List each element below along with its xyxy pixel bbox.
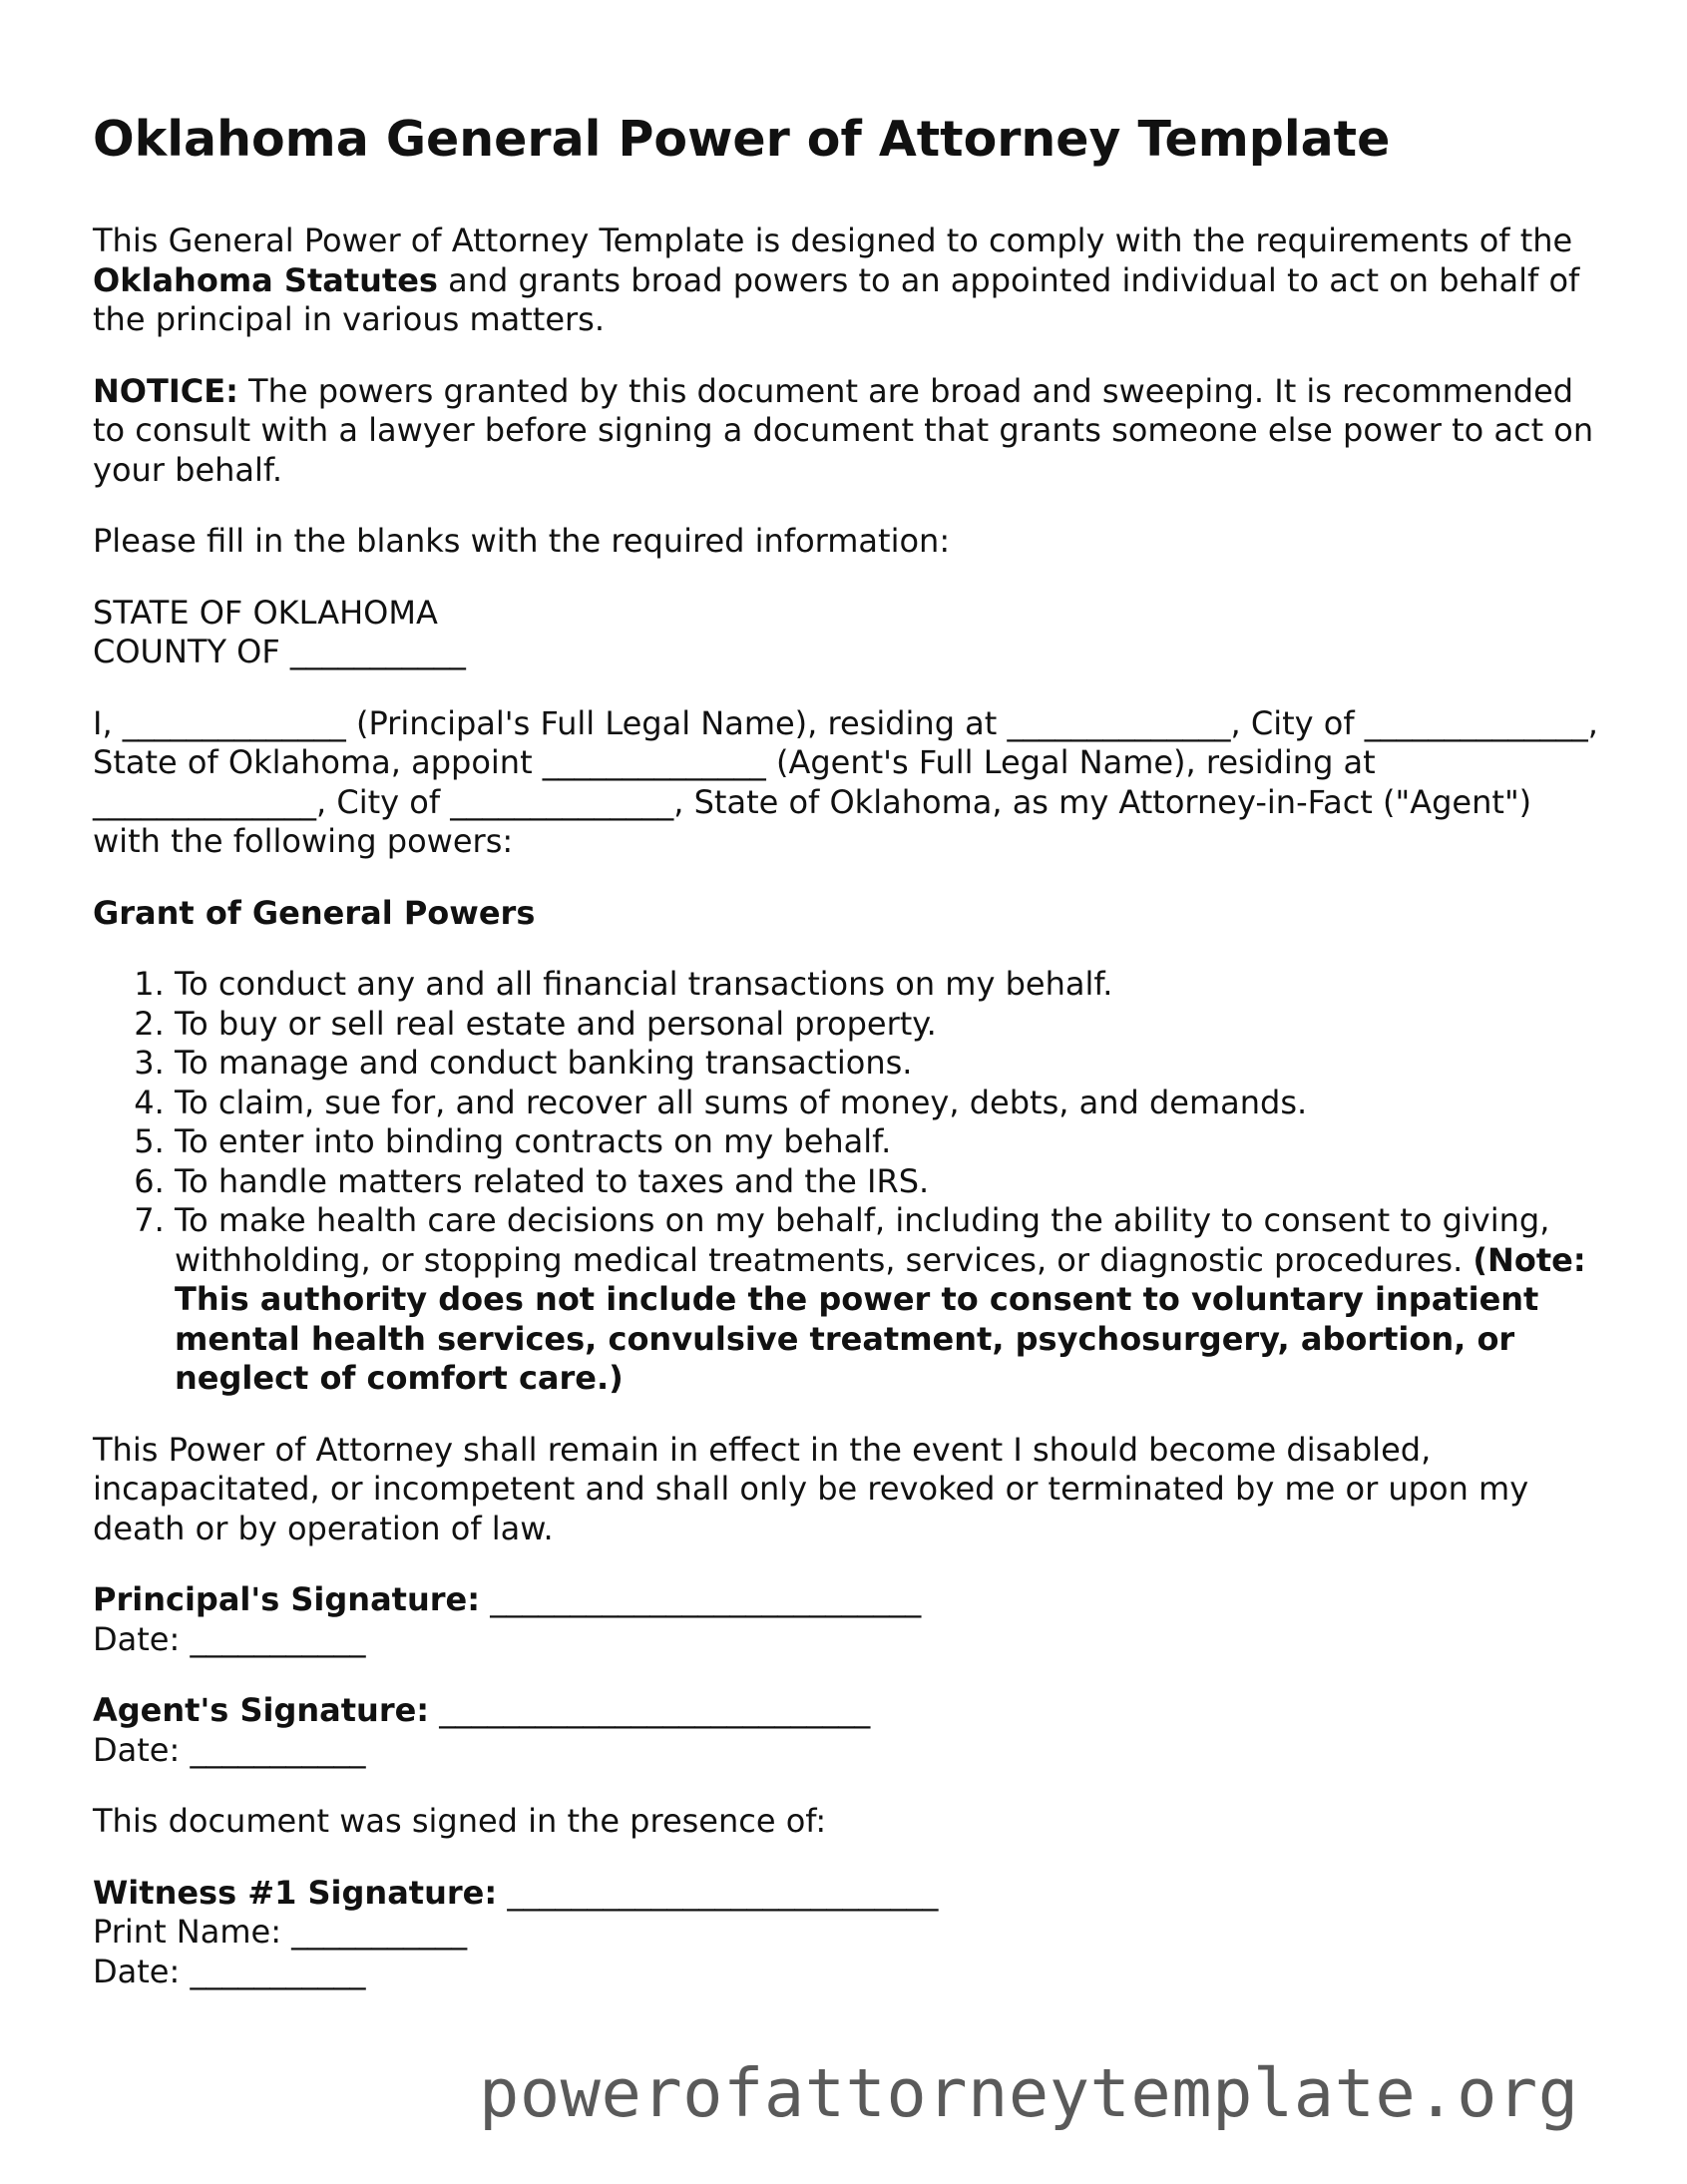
witness1-print-name-field[interactable]: Print Name: ___________ xyxy=(93,1913,468,1951)
witness1-signature-label: Witness #1 Signature: xyxy=(93,1873,498,1912)
intro-text-2: and grants broad powers to an appointed individual to act on behalf of the principal in various matters. xyxy=(93,260,1580,338)
power-item: 2. To buy or sell real estate and personal property. xyxy=(175,1005,1599,1045)
principal-signature-line xyxy=(93,1580,1599,1620)
powers-heading: Grant of General Powers xyxy=(93,893,536,932)
power-item: 1. To conduct any and all financial transactions on my behalf. xyxy=(175,965,1599,1005)
county-line: COUNTY OF ___________ xyxy=(93,633,466,670)
notice-label: NOTICE: xyxy=(93,371,238,410)
principal-signature-label: Principal's Signature: xyxy=(93,1580,481,1618)
witness1-signature-line xyxy=(93,1874,1599,1914)
agent-signature-label: Agent's Signature: xyxy=(93,1691,430,1729)
intro-statutes: Oklahoma Statutes xyxy=(93,260,438,299)
witness1-date-field[interactable]: Date: ___________ xyxy=(93,1952,366,1990)
venue-block xyxy=(93,594,1599,672)
notice-text: The powers granted by this document are broad and sweeping. It is recommended to consult with a lawyer before signing a document that grants someone else power to act on your behalf. xyxy=(93,371,1594,489)
powers-list xyxy=(93,965,1599,1399)
principal-signature-block xyxy=(93,1580,1599,1659)
agent-signature-line xyxy=(93,1691,1599,1731)
document-page xyxy=(93,110,1599,2023)
durability-paragraph: This Power of Attorney shall remain in effect in the event I should become disabled, incapacitated, or incompetent and shall only be revoked or terminated by me or upon my death or by operation of law. xyxy=(93,1430,1529,1547)
power-item-health-care xyxy=(175,1201,1599,1399)
power7-text: To make health care decisions on my behalf, including the ability to consent to giving, withholding, or stopping medical treatments, services, or diagnostic procedures. xyxy=(175,1201,1550,1279)
power7-note: (Note: This authority does not include the power to consent to voluntary inpatient mental health services, convulsive treatment, psychosurgery, abortion, or neglect of comfort care.) xyxy=(175,1240,1586,1397)
intro-paragraph xyxy=(93,221,1599,340)
appointment-paragraph: I, ______________ (Principal's Full Legal Name), residing at ______________, City of ______________, State of Oklahoma, appoint ______________ (Agent's Full Legal Name), residing at ______________, City of ______________, State of Oklahoma, as my Attorney-in-Fact ("Agent") with the following powers: xyxy=(93,703,1598,860)
power-item: 5. To enter into binding contracts on my behalf. xyxy=(175,1122,1599,1162)
fill-instruction: Please fill in the blanks with the required information: xyxy=(93,522,951,560)
witness1-signature-field[interactable]: ___________________________ xyxy=(497,1873,939,1912)
witness-intro: This document was signed in the presence of: xyxy=(93,1802,827,1840)
power-item: 3. To manage and conduct banking transactions. xyxy=(175,1044,1599,1084)
principal-date-field[interactable]: Date: ___________ xyxy=(93,1619,366,1658)
agent-signature-block xyxy=(93,1691,1599,1770)
footer-watermark: powerofattorneytemplate.org xyxy=(479,2054,1579,2132)
intro-text-1: This General Power of Attorney Template is designed to comply with the requirements of the xyxy=(93,221,1573,259)
witness1-signature-block xyxy=(93,1874,1599,1992)
principal-signature-field[interactable]: ___________________________ xyxy=(480,1580,922,1618)
power-item: 4. To claim, sue for, and recover all sums of money, debts, and demands. xyxy=(175,1084,1599,1123)
document-title: Oklahoma General Power of Attorney Template xyxy=(93,111,1391,168)
notice-paragraph xyxy=(93,372,1599,491)
agent-date-field[interactable]: Date: ___________ xyxy=(93,1730,366,1769)
agent-signature-field[interactable]: ___________________________ xyxy=(429,1691,871,1729)
power-item: 6. To handle matters related to taxes and the IRS. xyxy=(175,1162,1599,1202)
state-line: STATE OF OKLAHOMA xyxy=(93,593,438,632)
